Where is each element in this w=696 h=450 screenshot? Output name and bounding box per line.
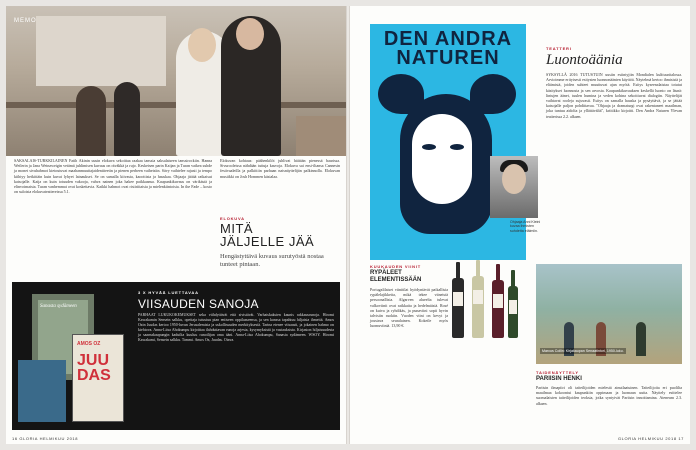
- director-photo: [490, 156, 538, 218]
- photo-caption: Elokuvan kohtaus: päähenkilöt juhlivat häitään pienessä baarissa. Sivurooleissa nähdään tuttuja kasvoja. Elokuva sai ensi-iltansa Cannesin festivaaleilla ja palkittiin parhaan naisnäyttelijän palkinnolla. Elokuvan musiikki on Josh Hommen käsialaa.: [220, 158, 340, 179]
- wine-bottle: [452, 278, 464, 338]
- poster-title: DEN ANDRA NATUREN: [383, 28, 513, 69]
- wine-headline: RYPÄLEET ELEMENTISSÄÄN: [370, 270, 422, 283]
- books-headline: VIISAUDEN SANOJA: [138, 297, 259, 311]
- film-kicker: ELOKUVA: [220, 216, 245, 221]
- folio-left: 16 GLORIA HELMIKUU 2018: [12, 436, 79, 441]
- book-cover-sensei: [18, 360, 66, 422]
- books-panel: [12, 282, 340, 430]
- painting-caption: Marcus Collin: Kirjakaupan Senaatintori, 1950-luku.: [542, 349, 624, 353]
- folio-right: GLORIA HELMIKUU 2018 17: [617, 436, 684, 441]
- wine-kicker: KUUKAUDEN VIINIT: [370, 264, 422, 269]
- director-caption: Ohjaaja Anni Kleini kuvaa ihmisten suhdetta eläimiin.: [510, 220, 541, 233]
- right-page: [350, 6, 690, 444]
- theatre-headline: Luontoäänia: [546, 52, 623, 68]
- art-headline: PARIISIN HENKI: [536, 376, 582, 382]
- intro-article: SAKSALAIS-TURKKILAINEN Fatih Akinin uusin elokuva sekoittaa raakaa tanssia saksalaiseen tanssirockiin. Hanna Weilerin ja Jana Weinzweigin vetämä juhlimisen kuvaus on räväkkä ja rujo. Keskeisen parin Kaijan ja Turan vaikea suhde ja monet sivuhahmot kietoutuvat maahanmuuttajaidentiteetin ja pienen perheen vaiheisiin. Sävy vaihtelee rajusti ja tempo kiihtyy hetkittäin kuin kuvat lyhyet lainaukset. Se on samalla kiivasta, kaoottista ja hauskaa. Ohjaaja jättää ratkaisut katsojalle. Kaija on kuin totuuden vakooja, vahva nainen joka hakee paikkaansa. Kaupunkikuvaus on värikästä ja elinvoimaista. Turan vanhemmat ovat koskettavia. Kaikki hahmot ovat ristiriitaisia ja mielenkiintoisia. In the Fade – kosto on suloista elokuvateattereissa 5.1.: [14, 158, 212, 195]
- art-article: Pariisin ilmapiiri oli taiteilijoiden mielestä ainutlaatuinen. Taiteilijoita eri puolilta maailmaa kokoontui kaupunkiin oppimaan ja luomaan uutta. Näyttely esittelee suomalaisten taiteilijoiden teoksia, jotka syntyivät Pariisin innoittamina. Ateneum 2.3. alkaen.: [536, 385, 682, 406]
- books-kicker: 3 X HYVÄÄ LUETTAVAA: [138, 290, 199, 295]
- wine-bottle: [508, 286, 518, 338]
- left-page: [6, 6, 346, 444]
- film-deck: Hengästyttävä kuvaus surutyöstä nostaa tunteet pintaan.: [220, 253, 324, 268]
- art-kicker: TAIDENÄYTTELY: [536, 370, 579, 375]
- theatre-article: SYKSYLLÄ 2016 TUTUSTUIN uusiin esiintyjiin Mondialen kulttuuritalossa. Arvioimme erityisesti esitysten luonnonäänien käyttöä. Näytelmä kertoo ihmisistä ja eläimistä, joiden suhteet muuttuvat ajan myötä. Esitys kyseenalaistaa totutut käsitykset luonnosta ja sen arvosta. Kaupunkikuvauksen keskellä luonto on läsnä: lintujen äänet, tuulen humina ja veden kohina sekoittuvat dialogiin. Näyttelijät vaihtavat rooleja sujuvasti. Esitys on samalla hauska ja pysäyttävä, ja se jättää katsojalle paljon pohdittavaa. "Ohjaaja ja dramaturgi ovat rakentaneet maailman, joka tuntuu aidolta ja yllättävältä", kriitikko kirjoitti. Den Andra Naturen Ylevan teatterissa 2.2. alkaen.: [546, 72, 682, 119]
- theatre-kicker: TEATTERI: [546, 46, 572, 51]
- book-cover-sanasta: Sanasta sydämeen: [32, 294, 94, 380]
- book-cover-juudas: AMOS OZ JUU DAS: [72, 334, 124, 422]
- section-label: MEMO: [14, 18, 37, 24]
- wine-article: Portugalilaiset viinitilat hyödyntävät paikallisia rypälelajikkeita, mikä tekee viineistä persoonallisia. Algarven alueelta tulevat valkoviinit ovat raikkaita ja hedelmäisiä. Rosé on kuiva ja ryhdikäs, ja punaviini sopii hyvin talvisiin ruokiin. Vuoden viini on kevyt ja joustava seuralainen. Kokeile myös luomuviiniä. 13,90 €.: [370, 287, 448, 329]
- film-headline: MITÄ JÄLJELLE JÄÄ: [220, 221, 315, 249]
- wine-bottle: [472, 276, 484, 338]
- theatre-poster: [370, 24, 526, 260]
- wedding-photo: [6, 6, 346, 156]
- wine-bottle: [492, 280, 504, 338]
- books-article: PARHAAT LUKUKOKEMUKSET seka viihdyttävät että sivistävät. Varhaiskaksien kaunis rakkausrunoja. Hiromi Kawakamin Sensein salkku, opettaja tutustuu pian entiseen oppilaaseensa, ja sen kanssa tapahtuu hiljaisia ihmeitä. Amos Ozin Juudas kertoo 1950-luvun Jerusalemista ja uskollisuuden merkityksestä. Tarina etenee viisaasti, ja jokainen hahmo on kiehtova. Anna-Liisa Ahokumpu kirjoittaa ilahduttavan runoja arjesta, kysymyksistä ja vastauksista. Kirjaston hiljaisuudesta ja saarnakaupungin kaduilta kuuluu runoilijan oma ääni. Anna-Liisa Ahokumpu, Sanasta sydämeen. WSOY. Hiromi Kawakami, Sensein salkku. Tammi. Amos Oz, Juudas. Otava.: [138, 313, 334, 342]
